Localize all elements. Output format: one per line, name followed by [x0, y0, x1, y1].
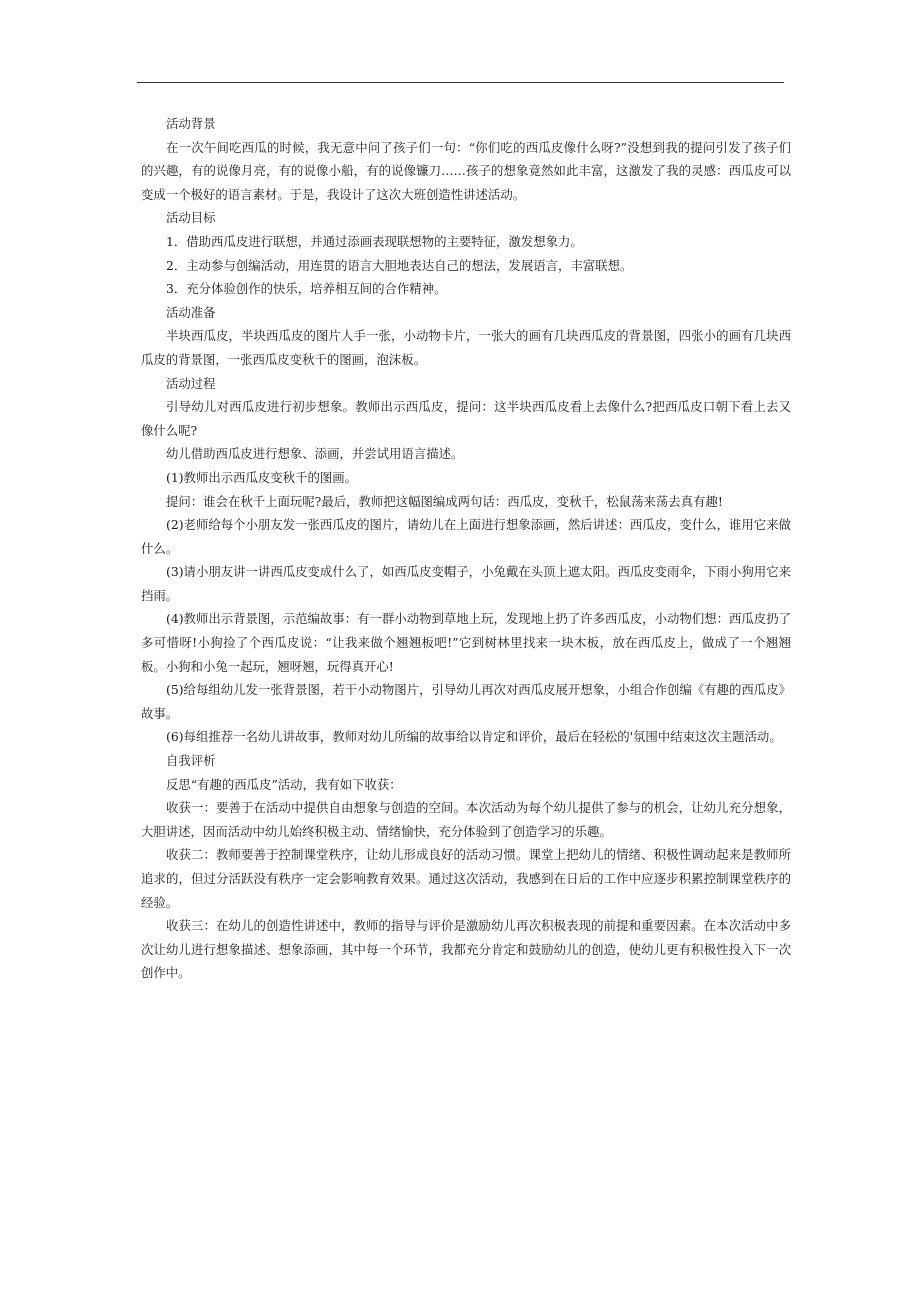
- header-rule: [137, 82, 784, 83]
- paragraph-background: 在一次午间吃西瓜的时候，我无意中问了孩子们一句：“你们吃的西瓜皮像什么呀?”没想到我的提问引发了孩子们的兴趣，有的说像月亮，有的说像小船，有的说像镰刀……孩子的想象竟然如此丰富，这激发了我的灵感：西瓜皮可以变成一个极好的语言素材。于是，我设计了这次大班创造性讲述活动。: [141, 139, 791, 202]
- goal-item-2: 2．主动参与创编活动，用连贯的语言大胆地表达自己的想法，发展语言，丰富联想。: [166, 257, 633, 273]
- goal-item-1: 1．借助西瓜皮进行联想，并通过添画表现联想物的主要特征，激发想象力。: [166, 233, 583, 249]
- process-step-5: (5)给每组幼儿发一张背景图，若干小动物图片，引导幼儿再次对西瓜皮展开想象，小组合作创编《有趣的西瓜皮》故事。: [141, 682, 791, 721]
- section-heading-reflection: 自我评析: [166, 753, 216, 769]
- paragraph-reflection-intro: 反思“有趣的西瓜皮”活动，我有如下收获：: [166, 776, 402, 792]
- process-step-4: (4)教师出示背景图，示范编故事：有一群小动物到草地上玩，发现地上扔了许多西瓜皮，小动物们想：西瓜皮扔了多可惜呀!小狗捡了个西瓜皮说：“让我来做个翘翘板吧!”它到树林里找来一块木板，放在西瓜皮上，做成了一个翘翘板。小狗和小兔一起玩，翘呀翘，玩得真开心!: [141, 611, 791, 674]
- section-heading-goals: 活动目标: [166, 210, 216, 226]
- section-heading-background: 活动背景: [166, 116, 216, 131]
- process-step-1: (1)教师出示西瓜皮变秋千的图画。: [166, 469, 358, 485]
- reflection-gain-2: 收获二：教师要善于控制课堂秩序，让幼儿形成良好的活动习惯。课堂上把幼儿的情绪、积极性调动起来是教师所追求的，但过分活跃没有秩序一定会影响教育效果。通过这次活动，我感到在日后的工作中应逐步积累控制课堂秩序的经验。: [141, 847, 791, 910]
- paragraph-process-drawing: 幼儿借助西瓜皮进行想象、添画，并尝试用语言描述。: [166, 446, 464, 462]
- goal-item-3: 3．充分体验创作的快乐，培养相互间的合作精神。: [166, 281, 447, 297]
- reflection-gain-1: 收获一：要善于在活动中提供自由想象与创造的空间。本次活动为每个幼儿提供了参与的机会，让幼儿充分想象，大胆讲述，因而活动中幼儿始终积极主动、情绪愉快，充分体验到了创造学习的乐趣。: [141, 800, 791, 839]
- document-body: [141, 112, 791, 985]
- process-step-2: (2)老师给每个小朋友发一张西瓜皮的图片，请幼儿在上面进行想象添画，然后讲述：西瓜皮，变什么，谁用它来做什么。: [141, 517, 791, 556]
- process-step-6: (6)每组推荐一名幼儿讲故事，教师对幼儿所编的故事给以肯定和评价，最后在轻松的'氛围中结束这次主题活动。: [166, 729, 782, 745]
- section-heading-process: 活动过程: [166, 375, 216, 391]
- process-step-3: (3)请小朋友讲一讲西瓜皮变成什么了，如西瓜皮变帽子，小兔戴在头顶上遮太阳。西瓜皮变雨伞，下雨小狗用它来挡雨。: [141, 564, 791, 603]
- process-step-question: 提问：谁会在秋千上面玩呢?最后，教师把这幅图编成两句话：西瓜皮，变秋千，松鼠荡来荡去真有趣!: [166, 493, 723, 509]
- paragraph-process-intro: 引导幼儿对西瓜皮进行初步想象。教师出示西瓜皮，提问：这半块西瓜皮看上去像什么?把西瓜皮口朝下看上去又像什么呢?: [141, 399, 791, 438]
- paragraph-preparation: 半块西瓜皮，半块西瓜皮的图片人手一张，小动物卡片，一张大的画有几块西瓜皮的背景图，四张小的画有几块西瓜皮的背景图，一张西瓜皮变秋千的图画，泡沫板。: [141, 328, 791, 367]
- reflection-gain-3: 收获三：在幼儿的创造性讲述中，教师的指导与评价是激励幼儿再次积极表现的前提和重要因素。在本次活动中多次让幼儿进行想象描述、想象添画，其中每一个环节，我都充分肯定和鼓励幼儿的创造，使幼儿更有积极性投入下一次创作中。: [141, 918, 791, 981]
- section-heading-preparation: 活动准备: [166, 304, 216, 320]
